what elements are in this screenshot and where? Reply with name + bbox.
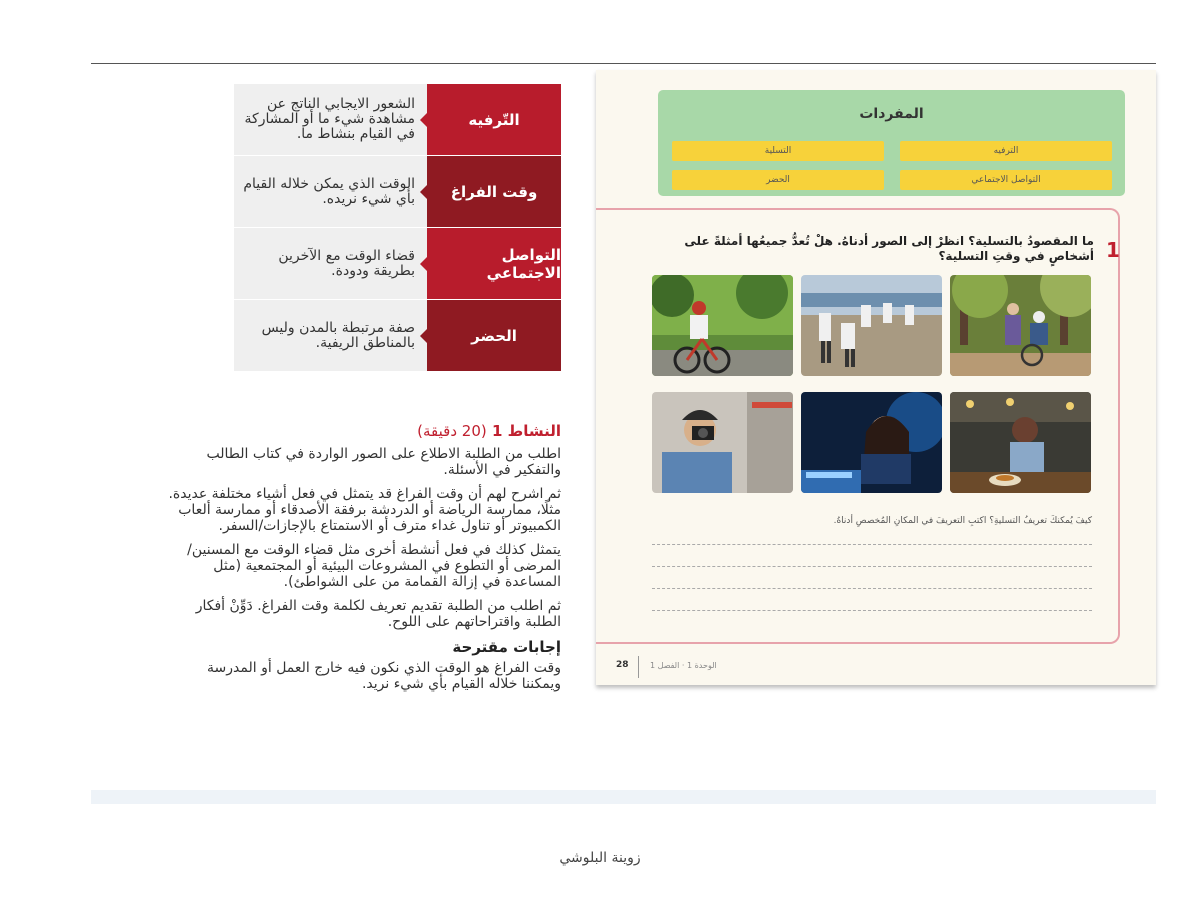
beach-cleanup-photo: [801, 275, 942, 376]
student-book-page: [596, 70, 1156, 685]
activity-title: [165, 422, 561, 440]
writing-line[interactable]: [652, 544, 1092, 545]
suggested-answers-heading: إجابات مقترحة: [452, 638, 561, 656]
vocab-chip: الترفيه: [900, 141, 1112, 161]
vocab-term: التواصل الاجتماعي: [427, 228, 561, 299]
vocab-definition: صفة مرتبطة بالمدن وليس بالمناطق الريفية.: [234, 300, 427, 371]
teacher-paragraph: ثم اشرح لهم أن وقت الفراغ قد يتمثل في فعل أشياء مختلفة عديدة. مثلًا، ممارسة الرياضة أو الدردشة برفقة الأصدقاء أو ممارسة ألعاب الكمبيوتر أو تناول غداء مترف أو الاستمتاع بالإجازات/السفر.: [168, 486, 561, 534]
vocabulary-table: [234, 84, 561, 372]
gamer-photo: [801, 392, 942, 493]
vocab-box: [658, 90, 1125, 196]
writing-prompt: كيفَ يُمكنكَ تعريفُ التسليةِ؟ اكتبِ التعريفَ في المكانِ المُخصصِ أدناهُ.: [833, 516, 1092, 526]
vocab-row: [234, 300, 561, 371]
writing-line[interactable]: [652, 588, 1092, 589]
vocab-term: التّرفيه: [427, 84, 561, 155]
top-divider: [91, 63, 1156, 64]
suggested-answer: وقت الفراغ هو الوقت الذي نكون فيه خارج العمل أو المدرسة ويمكننا خلاله القيام بأي شيء نريد.: [207, 660, 561, 692]
activity-label: النشاط 1: [491, 422, 561, 440]
vocab-row: [234, 84, 561, 155]
page-meta: الوحدة 1 · الفصل 1: [650, 661, 717, 670]
author-name: زوينة البلوشي: [559, 850, 641, 866]
writing-line[interactable]: [652, 610, 1092, 611]
vocab-definition: قضاء الوقت مع الآخرين بطريقة ودودة.: [234, 228, 427, 299]
vocab-chip: التسلية: [672, 141, 884, 161]
vocab-box-title: المفردات: [859, 106, 924, 122]
page-number: 28: [616, 660, 629, 670]
vocab-definition: الوقت الذي يمكن خلاله القيام بأي شيء نريده.: [234, 156, 427, 227]
elderly-wheelchair-photo: [950, 275, 1091, 376]
writing-line[interactable]: [652, 566, 1092, 567]
teacher-paragraph: اطلب من الطلبة الاطلاع على الصور الواردة في كتاب الطالب والتفكير في الأسئلة.: [206, 446, 561, 478]
teacher-paragraph: ثم اطلب من الطلبة تقديم تعريف لكلمة وقت الفراغ. دَوِّنْ أفكار الطلبة واقتراحاتهم على اللوح.: [195, 598, 561, 630]
activity-duration: (20 دقيقة): [417, 422, 487, 440]
vocab-term: الحضر: [427, 300, 561, 371]
vocab-term: وقت الفراغ: [427, 156, 561, 227]
vocab-chip: الحضر: [672, 170, 884, 190]
page-footer: [596, 656, 1156, 676]
footer-divider: [638, 656, 639, 678]
question-text: ما المقصودُ بالتسلية؟ انظرْ إلى الصور أدناهُ. هلْ تُعدُّ جميعُها أمثلةً على أشخاصٍ في وقتِ التسلية؟: [684, 234, 1094, 263]
dining-photo: [950, 392, 1091, 493]
vocab-row: [234, 156, 561, 227]
teacher-notes: [165, 422, 561, 700]
cycling-photo: [652, 275, 793, 376]
photographer-photo: [652, 392, 793, 493]
bottom-band: [91, 790, 1156, 804]
vocab-definition: الشعور الايجابي الناتج عن مشاهدة شيء ما أو المشاركة في القيام بنشاط ما.: [234, 84, 427, 155]
vocab-chip: التواصل الاجتماعي: [900, 170, 1112, 190]
vocab-row: [234, 228, 561, 299]
teacher-paragraph: يتمثل كذلك في فعل أنشطة أخرى مثل قضاء الوقت مع المسنين/ المرضى أو التطوع في المشروعات البيئية أو المجتمعية (مثل المساعدة في إزالة القمامة من على الشواطئ).: [187, 542, 561, 590]
question-number: 1: [1106, 238, 1120, 262]
